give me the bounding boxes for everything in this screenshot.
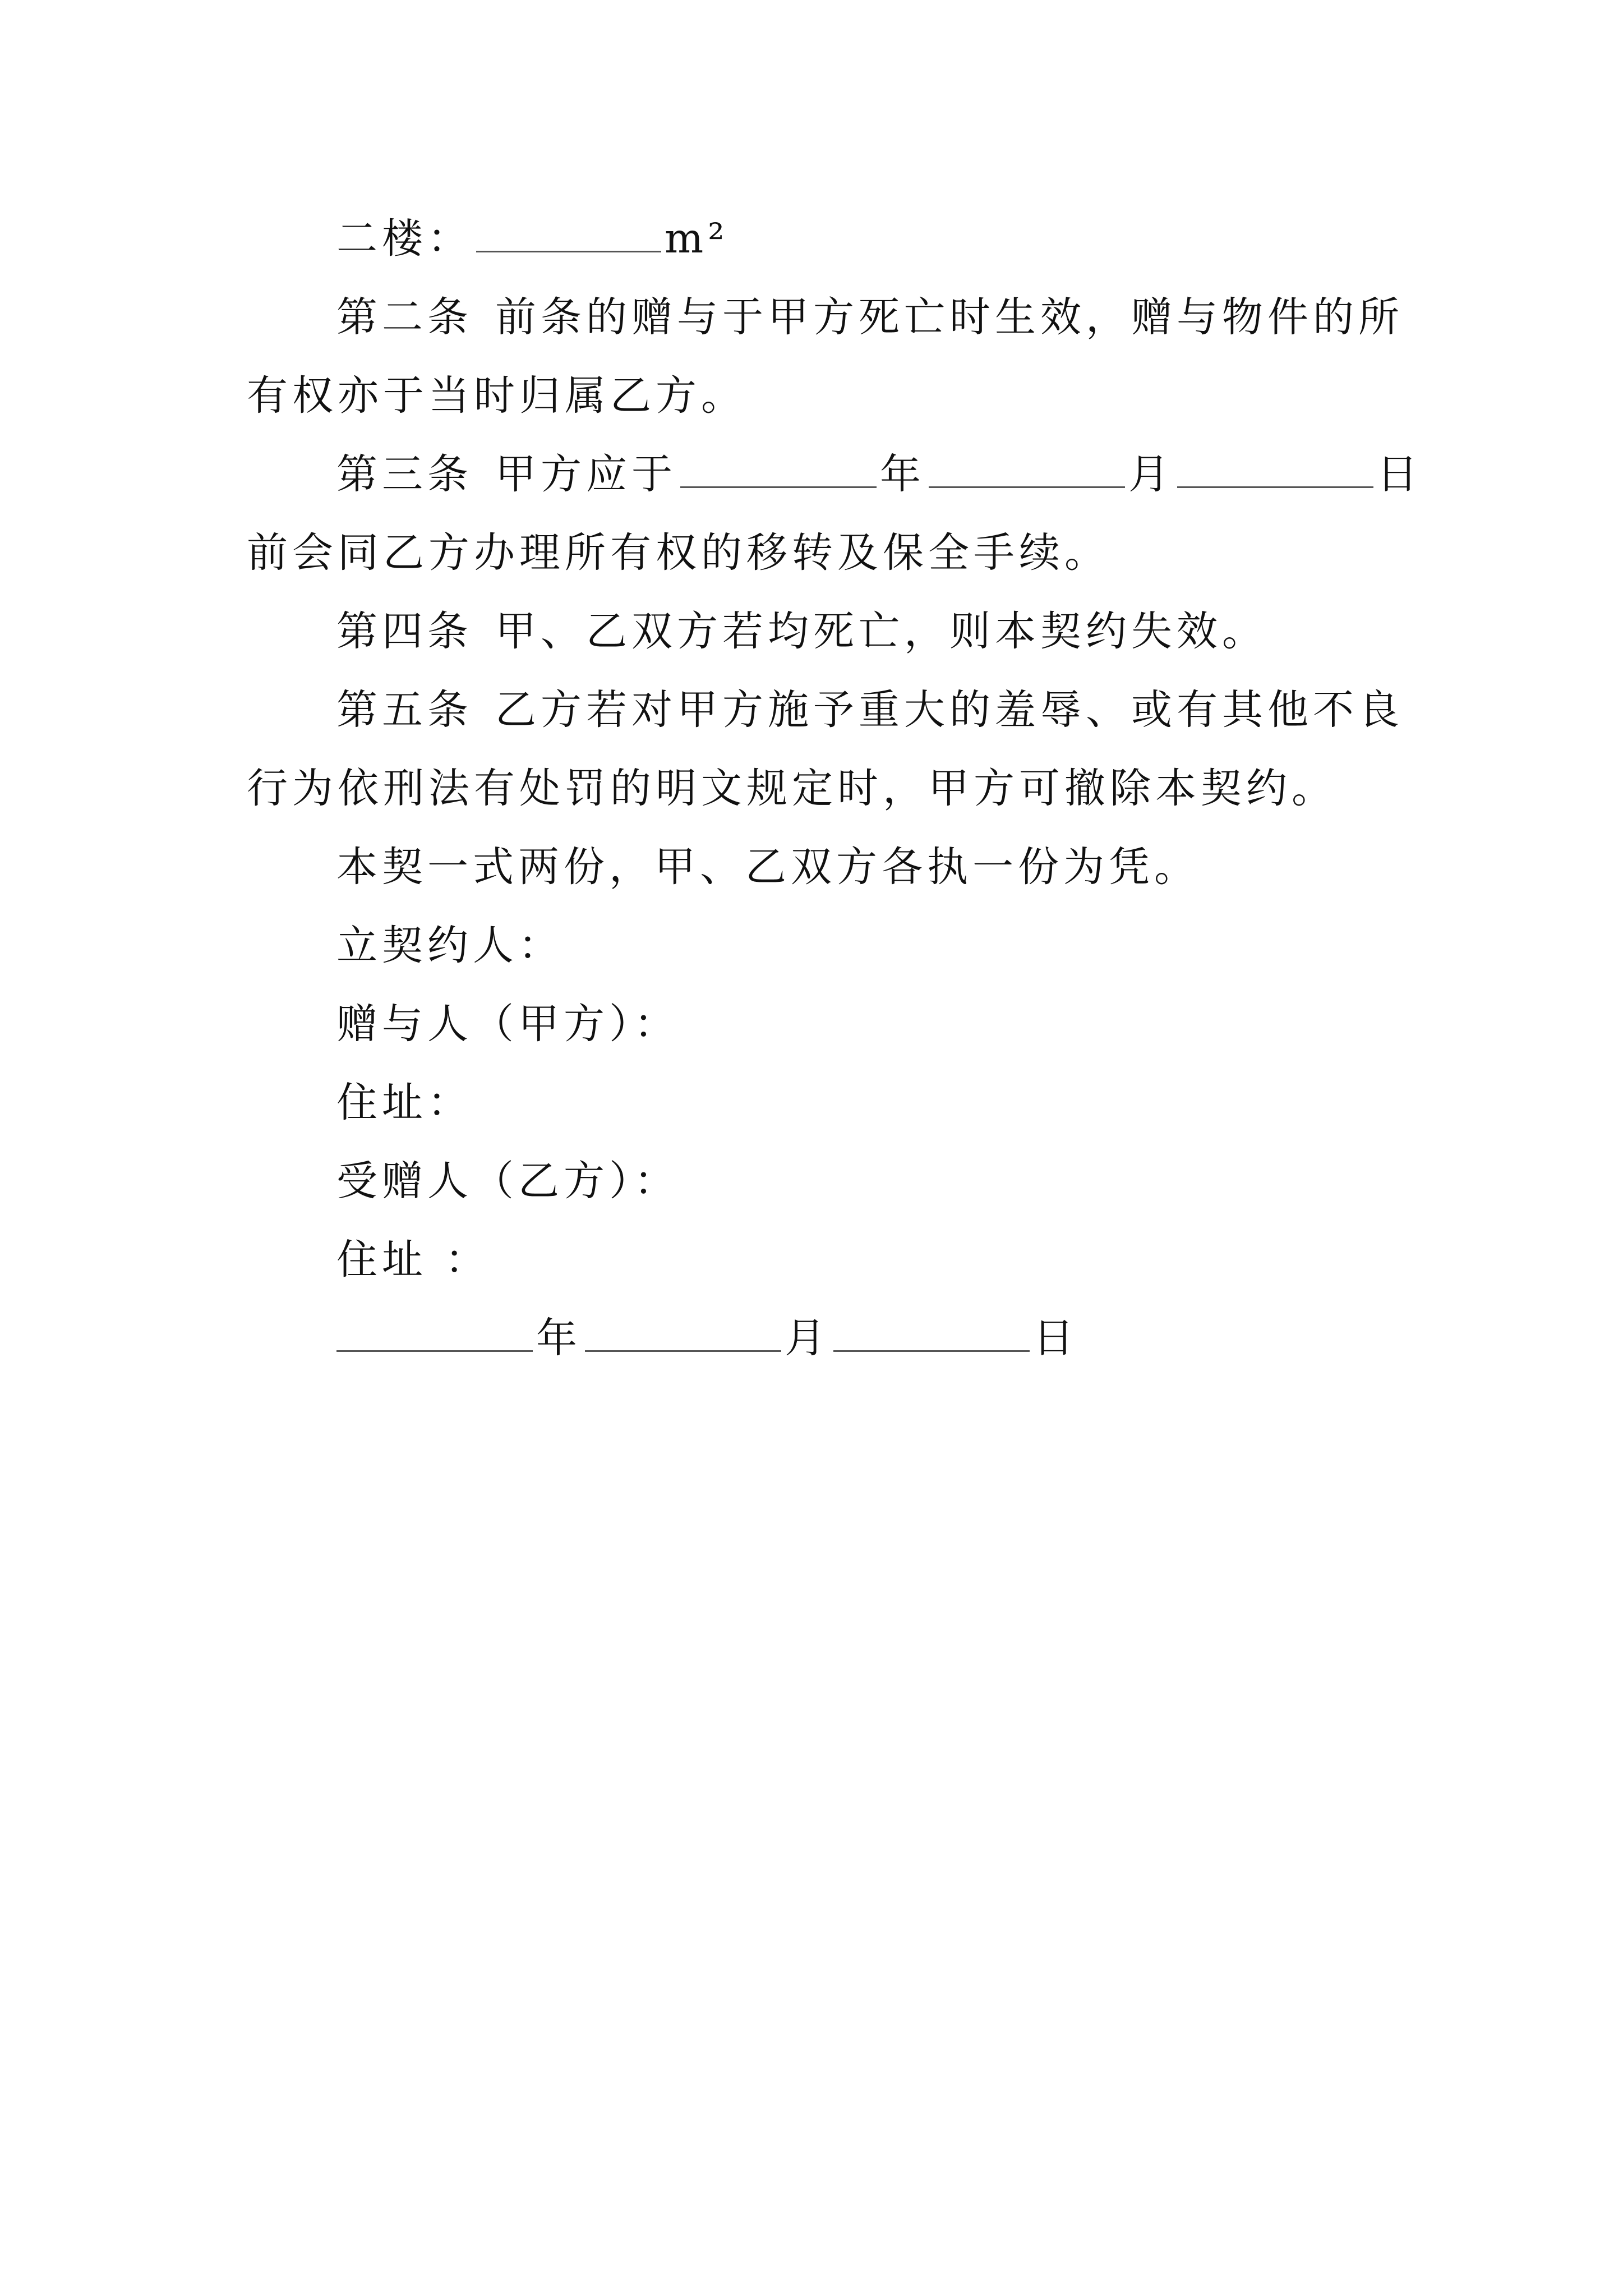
copies-text: 本契一式两份，甲、乙双方各执一份为凭。 — [336, 843, 1200, 891]
date-line — [0, 1305, 1623, 1372]
date-month-blank — [585, 1308, 781, 1352]
donor-address-label: 住址： — [336, 1079, 473, 1126]
donee-label: 受赠人（乙方）： — [336, 1157, 680, 1205]
article-3-line-1 — [0, 441, 1623, 508]
article-2-text-a: 前条的赠与于甲方死亡时生效，赠与物件的所 — [495, 293, 1404, 341]
article-5-heading: 第五条 — [336, 686, 473, 734]
donee-address-label: 住址 ： — [336, 1236, 491, 1283]
date-month: 月 — [785, 1314, 830, 1362]
signers-label: 立契约人： — [336, 922, 564, 969]
date-year: 年 — [536, 1314, 582, 1362]
area-unit: m² — [665, 215, 729, 263]
donor-address-line — [0, 1069, 1623, 1137]
article-2-line-1 — [0, 284, 1623, 351]
year-blank — [680, 444, 877, 488]
date-year-blank — [336, 1308, 533, 1352]
article-3-year: 年 — [880, 450, 925, 498]
article-2-line-2 — [0, 362, 1623, 430]
article-5-text-b: 行为依刑法有处罚的明文规定时，甲方可撤除本契约。 — [247, 765, 1337, 812]
article-4-line — [0, 598, 1623, 665]
area-blank — [476, 208, 661, 252]
article-3-text-b: 前会同乙方办理所有权的移转及保全手续。 — [247, 529, 1110, 577]
article-2-heading: 第二条 — [336, 293, 473, 341]
article-3-line-2 — [0, 519, 1623, 587]
day-blank — [1177, 444, 1373, 488]
article-2-text-b: 有权亦于当时归属乙方。 — [247, 372, 746, 420]
article-5-line-1 — [0, 677, 1623, 744]
article-3-day: 日 — [1377, 450, 1422, 498]
article-3-text-pre: 甲方应于 — [495, 450, 677, 498]
article-3-month: 月 — [1128, 450, 1174, 498]
donor-line — [0, 991, 1623, 1058]
month-blank — [929, 444, 1125, 488]
date-day-blank — [833, 1308, 1030, 1352]
donee-line — [0, 1148, 1623, 1215]
article-4-heading: 第四条 — [336, 608, 473, 655]
article-5-text-a: 乙方若对甲方施予重大的羞辱、或有其他不良 — [495, 686, 1404, 734]
article-4-text: 甲、乙双方若均死亡，则本契约失效。 — [495, 608, 1267, 655]
article-3-heading: 第三条 — [336, 450, 473, 498]
date-day: 日 — [1033, 1314, 1078, 1362]
donee-address-line — [0, 1226, 1623, 1294]
copies-line — [0, 834, 1623, 901]
signers-line — [0, 912, 1623, 979]
second-floor-label: 二楼： — [336, 215, 473, 263]
second-floor-line — [0, 205, 1623, 273]
article-5-line-2 — [0, 755, 1623, 822]
donor-label: 赠与人（甲方）： — [336, 1000, 680, 1048]
